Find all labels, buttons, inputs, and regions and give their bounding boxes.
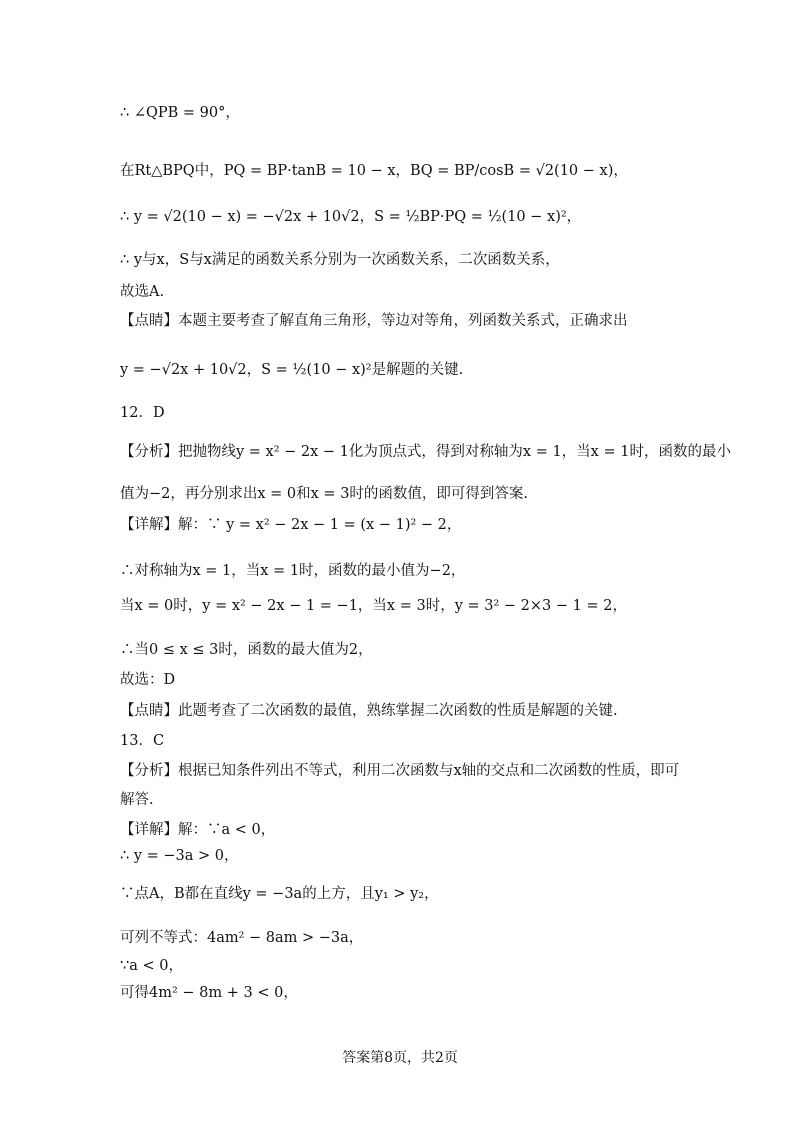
text-line: 【点睛】本题主要考查了解直角三角形，等边对等角，列函数关系式，正确求出 [120, 313, 628, 329]
text-line: 【分析】把抛物线y = x² − 2x − 1化为顶点式，得到对称轴为x = 1，当x = 1时，函数的最小 [120, 444, 731, 460]
text-line: 在Rt△BPQ中，PQ = BP·tanB = 10 − x，BQ = BP/cosB = √2(10 − x)， [120, 163, 628, 179]
text-line: ∴ y与x，S与x满足的函数关系分别为一次函数关系，二次函数关系， [120, 252, 560, 268]
text-line: 【详解】解：∵ y = x² − 2x − 1 = (x − 1)² − 2， [120, 517, 462, 533]
question-number: 13．C [120, 733, 165, 749]
text-line: 当x = 0时，y = x² − 2x − 1 = −1，当x = 3时，y = 3² − 2×3 − 1 = 2， [120, 598, 627, 614]
text-line: 解答. [120, 792, 154, 808]
text-line: ∴对称轴为x = 1，当x = 1时，函数的最小值为−2， [120, 563, 466, 579]
text-line: 可列不等式：4am² − 8am > −3a， [120, 930, 364, 946]
text-line: 【详解】解：∵a < 0， [120, 822, 276, 838]
text-line: ∵a < 0， [120, 958, 183, 974]
text-line: 可得4m² − 8m + 3 < 0， [120, 985, 298, 1001]
page-footer: 答案第8页，共2页 [342, 1050, 458, 1066]
text-line: ∴ ∠QPB = 90°， [120, 105, 240, 121]
text-line: ∴ y = √2(10 − x) = −√2x + 10√2，S = ½BP·PQ = ½(10 − x)²， [120, 209, 582, 225]
text-line: 【点睛】此题考查了二次函数的最值，熟练掌握二次函数的性质是解题的关键. [120, 703, 618, 719]
text-line: 【分析】根据已知条件列出不等式，利用二次函数与x轴的交点和二次函数的性质，即可 [120, 763, 680, 779]
question-number: 12．D [120, 405, 165, 421]
text-line: ∴ y = −3a > 0， [120, 848, 239, 864]
text-line: 故选A. [120, 284, 165, 300]
text-line: ∴当0 ≤ x ≤ 3时，函数的最大值为2， [120, 642, 373, 658]
text-line: y = −√2x + 10√2，S = ½(10 − x)²是解题的关键. [120, 362, 464, 378]
text-line: 值为−2，再分别求出x = 0和x = 3时的函数值，即可得到答案. [120, 486, 529, 502]
text-line: ∵点A，B都在直线y = −3a的上方，且y₁ > y₂， [120, 886, 439, 902]
text-line: 故选：D [120, 672, 176, 688]
